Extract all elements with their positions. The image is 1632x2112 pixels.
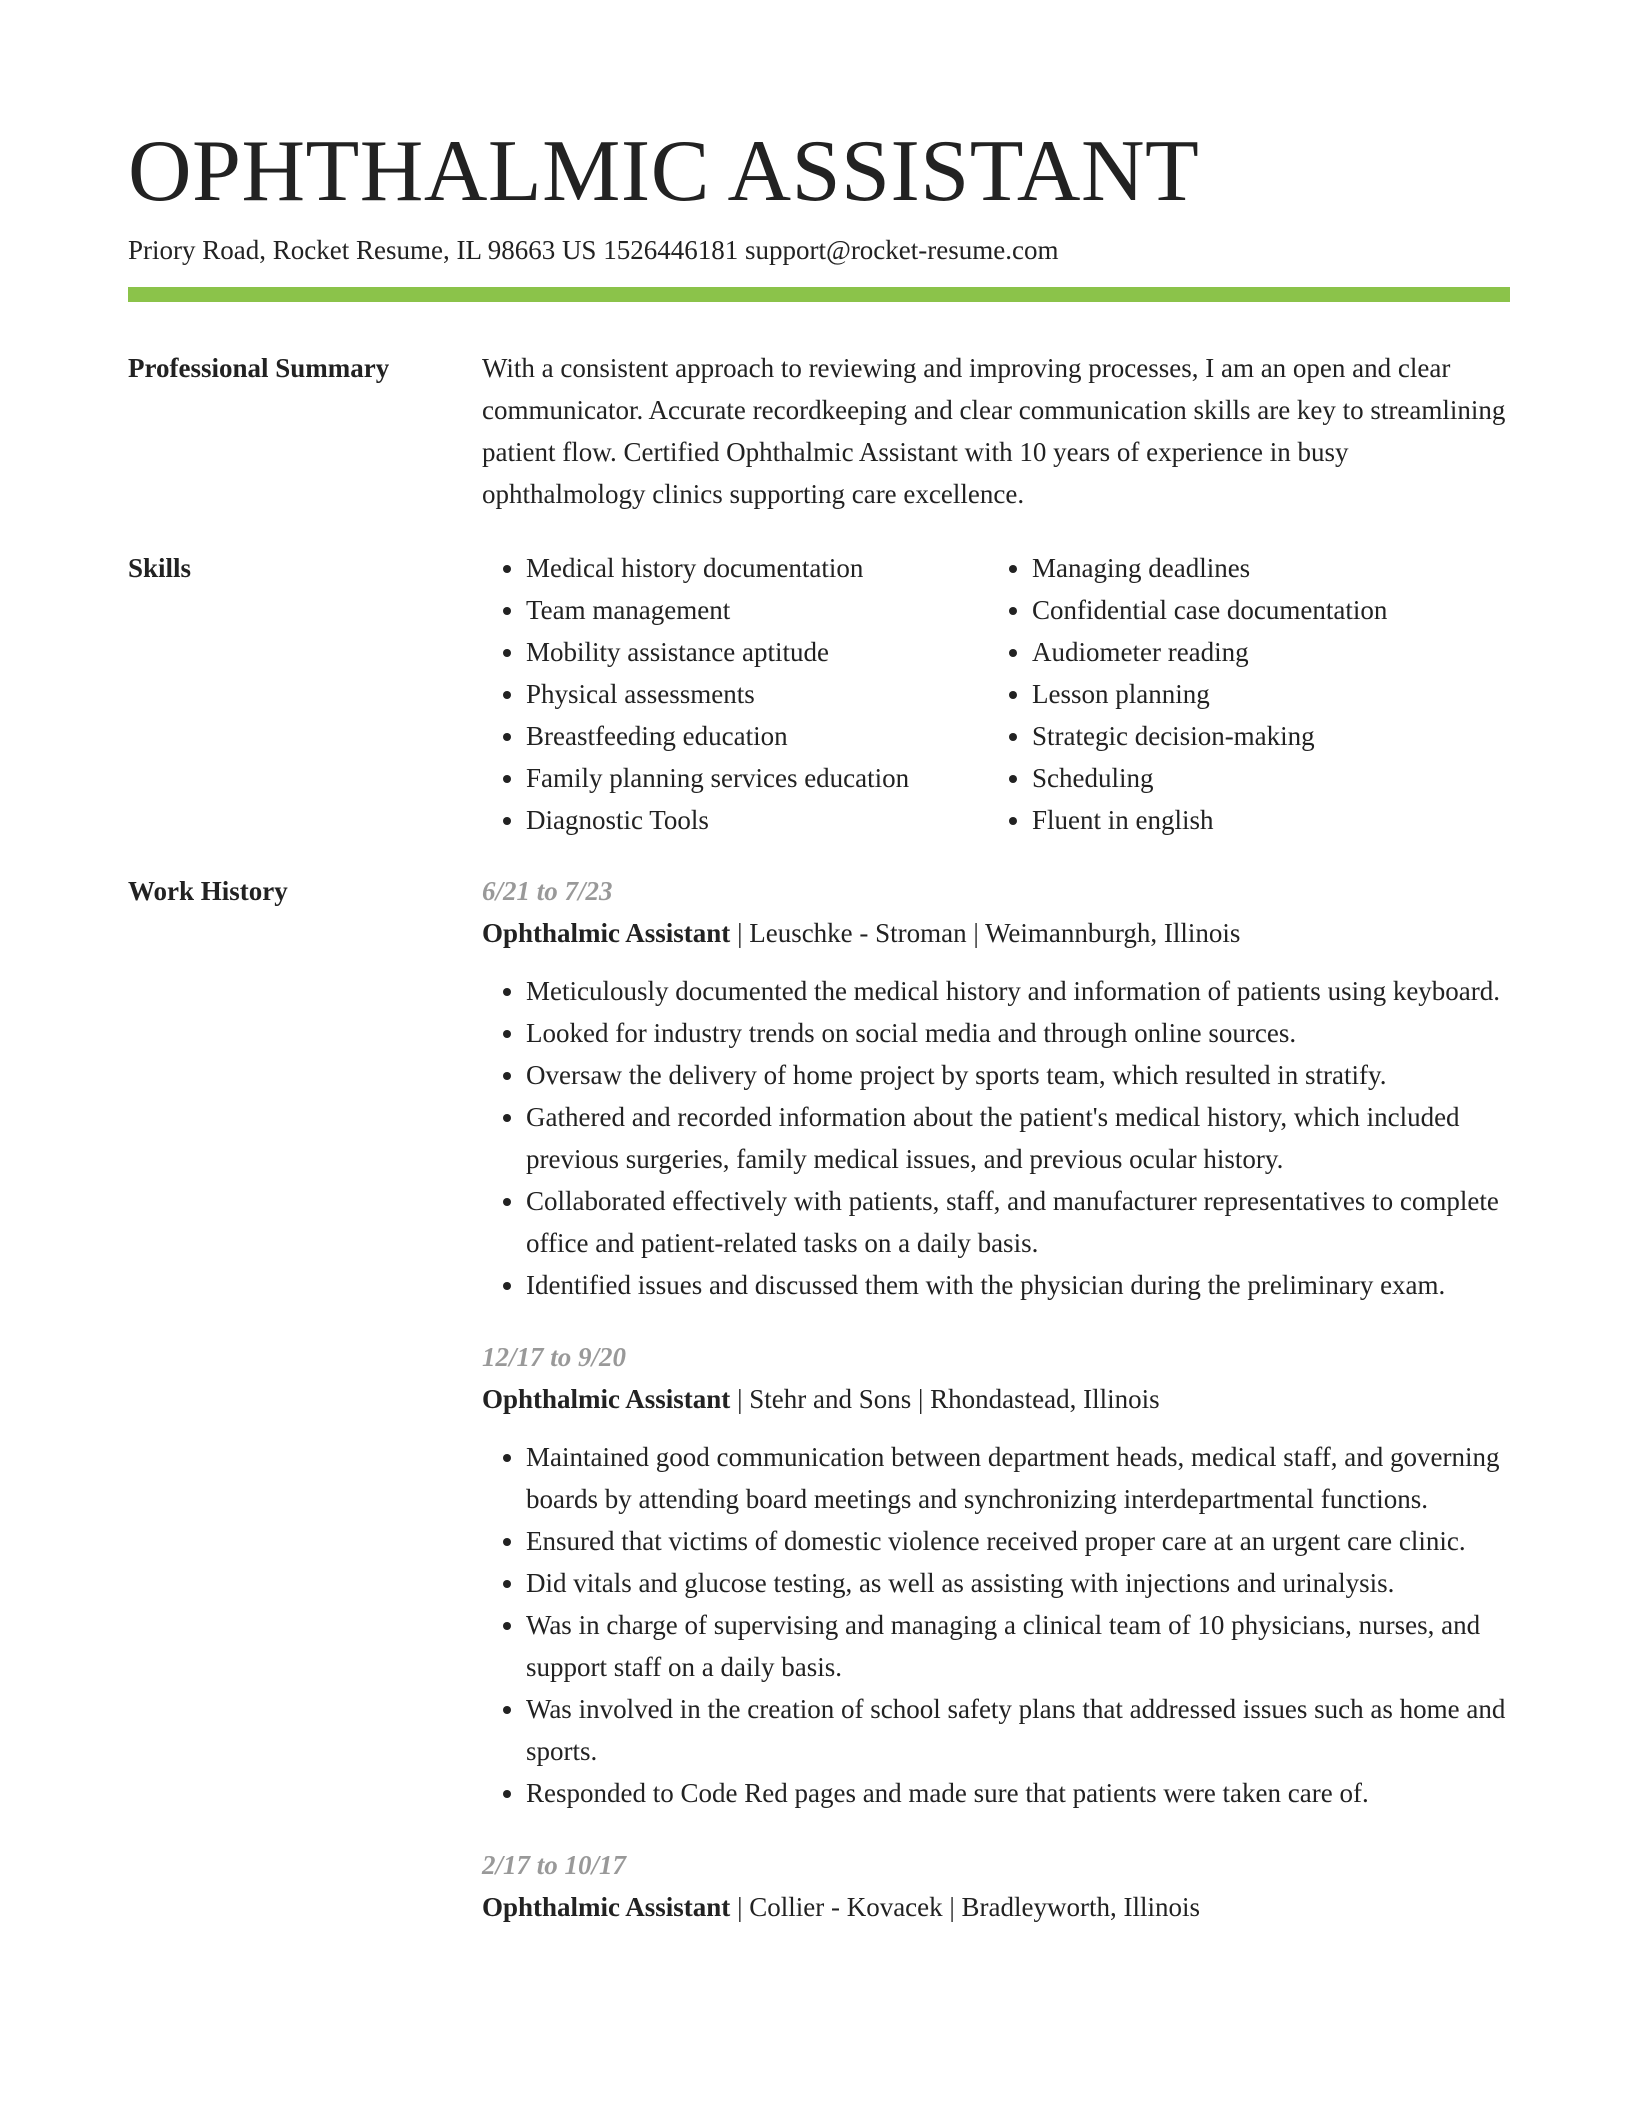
job-title: Ophthalmic Assistant: [482, 1892, 731, 1922]
job-bullet: • Was in charge of supervising and managing a clinical team of 10 physicians, nurses, and support staff on a daily basis.: [526, 1604, 1510, 1688]
skill-item: • Lesson planning: [1032, 673, 1494, 715]
skills-column-right: [988, 547, 1494, 841]
job-dates: 12/17 to 9/20: [482, 1342, 627, 1372]
job-bullet: • Meticulously documented the medical history and information of patients using keyboard.: [526, 970, 1510, 1012]
summary-body: [482, 347, 1510, 515]
job-employer-location: | Collier - Kovacek | Bradleyworth, Illinois: [730, 1892, 1201, 1922]
skill-item: • Physical assessments: [526, 673, 988, 715]
job-heading: [482, 912, 1510, 954]
job-dates: 2/17 to 10/17: [482, 1850, 627, 1880]
job-bullet: • Collaborated effectively with patients, staff, and manufacturer representatives to complete office and patient-related tasks on a daily basis.: [526, 1180, 1510, 1264]
job-entry: [482, 870, 1510, 1306]
job-bullet: • Oversaw the delivery of home project by sports team, which resulted in stratify.: [526, 1054, 1510, 1096]
job-entry: [482, 1336, 1510, 1814]
job-bullet: • Maintained good communication between department heads, medical staff, and governing boards by attending board meetings and synchronizing interdepartmental functions.: [526, 1436, 1510, 1520]
job-entry: [482, 1844, 1510, 1928]
job-bullet: • Did vitals and glucose testing, as well as assisting with injections and urinalysis.: [526, 1562, 1510, 1604]
job-heading: [482, 1378, 1510, 1420]
header-divider: [128, 287, 1510, 302]
skill-item: • Family planning services education: [526, 757, 988, 799]
skill-item: • Managing deadlines: [1032, 547, 1494, 589]
summary-label: Professional Summary: [128, 353, 390, 383]
skill-item: • Mobility assistance aptitude: [526, 631, 988, 673]
job-bullets: [482, 970, 1510, 1306]
job-bullet: • Responded to Code Red pages and made sure that patients were taken care of.: [526, 1772, 1510, 1814]
summary-text: With a consistent approach to reviewing and improving processes, I am an open and clear communicator. Accurate recordkeeping and clear communication skills are key to streamlining patient flow. Certified Ophthalmic Assistant with 10 years of experience in busy ophthalmology clinics supporting care excellence.: [482, 353, 1506, 509]
job-employer-location: | Stehr and Sons | Rhondastead, Illinois: [730, 1384, 1160, 1414]
skill-item: • Scheduling: [1032, 757, 1494, 799]
skill-item: • Breastfeeding education: [526, 715, 988, 757]
job-bullets: [482, 1436, 1510, 1814]
skill-item: • Fluent in english: [1032, 799, 1494, 841]
job-title: Ophthalmic Assistant: [482, 918, 731, 948]
skills-body: [482, 547, 1510, 841]
work-history-body: [482, 870, 1510, 1958]
skill-item: • Medical history documentation: [526, 547, 988, 589]
job-employer-location: | Leuschke - Stroman | Weimannburgh, Illinois: [730, 918, 1241, 948]
skill-item: • Confidential case documentation: [1032, 589, 1494, 631]
skill-item: • Audiometer reading: [1032, 631, 1494, 673]
job-heading: [482, 1886, 1510, 1928]
job-bullet: • Identified issues and discussed them with the physician during the preliminary exam.: [526, 1264, 1510, 1306]
job-dates: 6/21 to 7/23: [482, 876, 613, 906]
job-bullet: • Gathered and recorded information about the patient's medical history, which included previous surgeries, family medical issues, and previous ocular history.: [526, 1096, 1510, 1180]
job-bullet: • Ensured that victims of domestic violence received proper care at an urgent care clinic.: [526, 1520, 1510, 1562]
contact-line: Priory Road, Rocket Resume, IL 98663 US 1526446181 support@rocket-resume.com: [128, 235, 1059, 265]
skill-item: • Diagnostic Tools: [526, 799, 988, 841]
resume-title: OPHTHALMIC ASSISTANT: [128, 123, 1200, 220]
work-history-label: Work History: [128, 876, 288, 906]
job-bullet: • Looked for industry trends on social media and through online sources.: [526, 1012, 1510, 1054]
job-bullet: • Was involved in the creation of school safety plans that addressed issues such as home and sports.: [526, 1688, 1510, 1772]
job-title: Ophthalmic Assistant: [482, 1384, 731, 1414]
skills-column-left: [482, 547, 988, 841]
skills-label: Skills: [128, 553, 192, 583]
skill-item: • Strategic decision-making: [1032, 715, 1494, 757]
skill-item: • Team management: [526, 589, 988, 631]
